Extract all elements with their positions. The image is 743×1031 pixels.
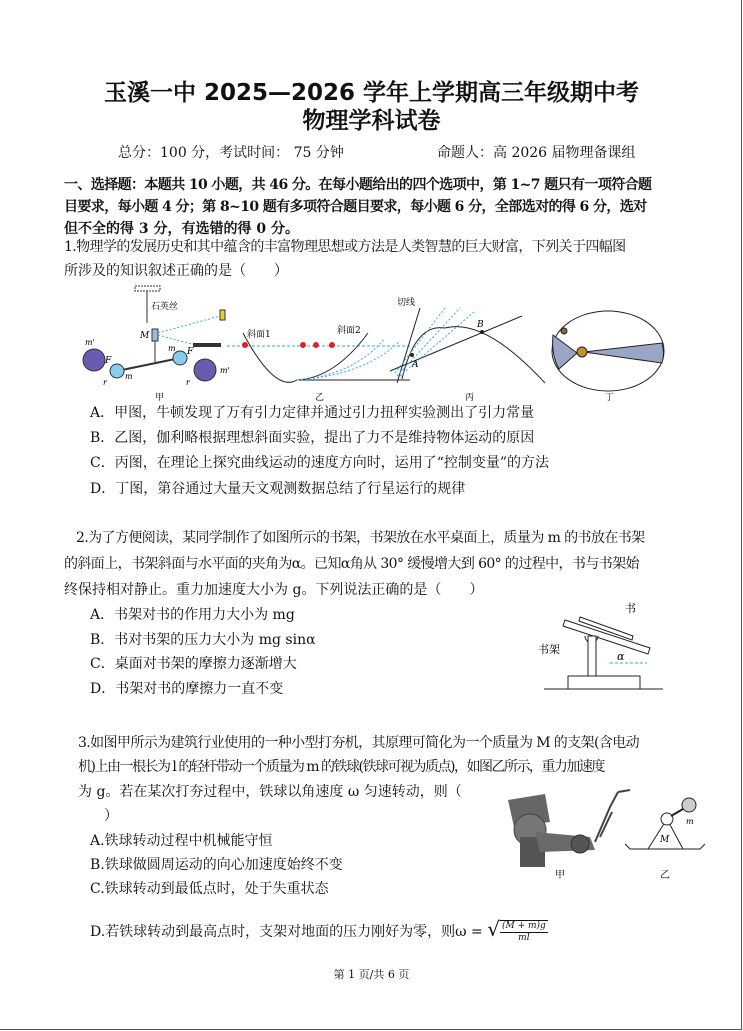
svg-text:B: B <box>477 320 484 330</box>
q3-option-d[interactable] <box>90 917 548 944</box>
q3-stem: 机)上由一根长为 l 的轻杆带动一个质量为 m 的铁球(铁球可视为质点)，如图乙所示，重力加速度 <box>78 759 604 775</box>
sqrt-formula <box>487 917 548 944</box>
q2-option-a[interactable]: A．书架对书的作用力大小为 mg <box>90 607 295 623</box>
q2-option-c[interactable]: C．桌面对书架的摩擦力逐渐增大 <box>90 656 297 672</box>
q3-stem: 3.如图甲所示为建筑行业使用的一种小型打夯机，其原理可简化为一个质量为 M 的支架(含电动 <box>78 735 640 751</box>
sqrt-sign: √ <box>487 917 500 941</box>
q3-stem: ） <box>104 808 118 824</box>
svg-text:乙: 乙 <box>660 870 670 881</box>
svg-text:m: m <box>125 372 133 381</box>
q1-figure <box>75 283 675 403</box>
svg-text:书: 书 <box>625 602 636 615</box>
tamper-photo <box>508 790 630 867</box>
svg-text:甲: 甲 <box>155 393 165 403</box>
section-instruction: 一、选择题：本题共 10 小题，共 46 分。在每小题给出的四个选项中，第 1~7 题只有一项符合题 <box>64 177 652 193</box>
inclined-plane-diagram <box>227 324 410 403</box>
q1-option-d[interactable]: D．丁图，第谷通过大量天文观测数据总结了行星运行的规律 <box>90 481 466 497</box>
svg-text:A: A <box>412 360 419 370</box>
exam-title: 玉溪一中 2025—2026 学年上学期高三年级期中考 <box>103 80 640 106</box>
svg-text:石英丝: 石英丝 <box>151 302 179 312</box>
svg-text:丙: 丙 <box>465 393 475 403</box>
q1-stem: 1.物理学的发展历史和其中蕴含的丰富物理思想或方法是人类智慧的巨大财富，下列关于四幅图 <box>64 239 626 255</box>
q3-stem: 为 g。若在某次打夯过程中，铁球以角速度 ω 匀速转动，则（ <box>78 784 462 800</box>
svg-text:丁: 丁 <box>605 393 615 403</box>
q1-stem: 所涉及的知识叙述正确的是（ ） <box>64 263 288 279</box>
svg-text:r: r <box>186 378 190 387</box>
q2-option-b[interactable]: B．书对书架的压力大小为 mg sinα <box>90 632 316 648</box>
svg-text:切线: 切线 <box>397 298 416 308</box>
svg-text:书架: 书架 <box>538 643 560 656</box>
page-number: 第 1 页/共 6 页 <box>333 968 410 981</box>
q2-stem: 的斜面上，书架斜面与水平面的夹角为α。已知α角从 30° 缓慢增大到 60° 的过程中，书与书架始 <box>64 556 639 572</box>
svg-text:m: m <box>686 817 694 826</box>
formula-numerator: (M + m)g <box>501 921 546 931</box>
q1-option-a[interactable]: A．甲图，牛顿发现了万有引力定律并通过引力扭秤实验测出了引力常量 <box>90 405 535 421</box>
svg-text:斜面1: 斜面1 <box>247 330 271 340</box>
section-instruction: 但不全的得 3 分，有选错的得 0 分。 <box>64 221 299 237</box>
tamper-figure <box>500 782 715 882</box>
bookshelf-figure <box>520 598 685 698</box>
exam-subtitle: 物理学科试卷 <box>302 108 441 134</box>
svg-text:乙: 乙 <box>315 393 325 403</box>
svg-text:r: r <box>103 378 107 387</box>
q3-option-c[interactable]: C.铁球转动到最低点时，处于失重状态 <box>90 881 329 897</box>
q3-option-d-text: D.若铁球转动到最高点时，支架对地面的压力刚好为零，则ω = <box>90 924 483 940</box>
svg-text:M: M <box>660 835 670 845</box>
svg-text:F: F <box>187 347 194 357</box>
q3-option-b[interactable]: B.铁球做圆周运动的向心加速度始终不变 <box>90 857 343 873</box>
curve-tangent-diagram <box>390 296 545 403</box>
q2-stem: 2.为了方便阅读，某同学制作了如图所示的书架，书架放在水平桌面上，质量为 m 的书放在书架 <box>76 530 645 546</box>
formula-denominator: ml <box>518 933 530 943</box>
q2-stem: 终保持相对静止。重力加速度大小为 g。下列说法正确的是（ ） <box>64 582 484 598</box>
kepler-orbit-diagram <box>552 311 664 403</box>
svg-text:M: M <box>140 331 150 341</box>
q3-option-a[interactable]: A.铁球转动过程中机械能守恒 <box>90 833 273 849</box>
tamper-schematic <box>625 798 705 881</box>
svg-text:斜面2: 斜面2 <box>337 326 361 336</box>
svg-text:m: m <box>168 344 176 353</box>
svg-text:m': m' <box>85 338 95 347</box>
svg-text:甲: 甲 <box>555 870 565 881</box>
section-instruction: 目要求，每小题 4 分；第 8~10 题有多项符合题目要求，每小题 6 分，全部选对的得 6 分，选对 <box>64 199 647 215</box>
q1-option-c[interactable]: C．丙图，在理论上探究曲线运动的速度方向时，运用了“控制变量”的方法 <box>90 455 550 471</box>
torsion-balance-diagram <box>83 286 230 403</box>
total-score: 总分：100 分，考试时间： 75 分钟 <box>118 145 344 161</box>
q1-option-b[interactable]: B．乙图，伽利略根据理想斜面实验，提出了力不是维持物体运动的原因 <box>90 430 535 446</box>
q2-option-d[interactable]: D．书架对书的摩擦力一直不变 <box>90 681 284 697</box>
svg-text:m': m' <box>220 366 230 375</box>
svg-text:α: α <box>617 650 625 663</box>
exam-author: 命题人：高 2026 届物理备课组 <box>437 145 636 161</box>
svg-text:F: F <box>105 356 112 366</box>
